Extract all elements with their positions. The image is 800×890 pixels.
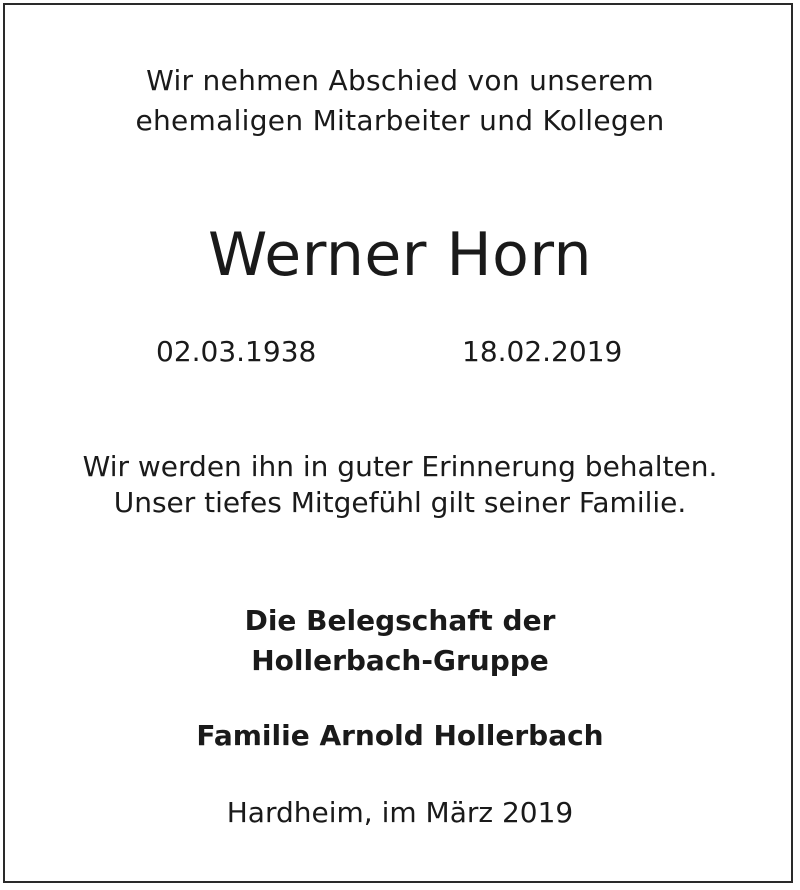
signatory-family: Familie Arnold Hollerbach [196,719,604,752]
message-line-2: Unser tiefes Mitgefühl gilt seiner Familie. [113,486,687,519]
birth-date: 02.03.1938 [156,335,317,368]
signatory-group-line-2: Hollerbach-Gruppe [251,644,549,677]
signatory-group-line-1: Die Belegschaft der [244,604,556,637]
message-line-1: Wir werden ihn in guter Erinnerung behalten. [82,450,718,483]
intro-line-2: ehemaligen Mitarbeiter und Kollegen [135,104,665,137]
life-dates [0,334,800,370]
place-and-date: Hardheim, im März 2019 [226,796,574,829]
intro-line-1: Wir nehmen Abschied von unserem [146,64,654,97]
deceased-name: Werner Horn [208,220,592,290]
death-date: 18.02.2019 [462,335,623,368]
